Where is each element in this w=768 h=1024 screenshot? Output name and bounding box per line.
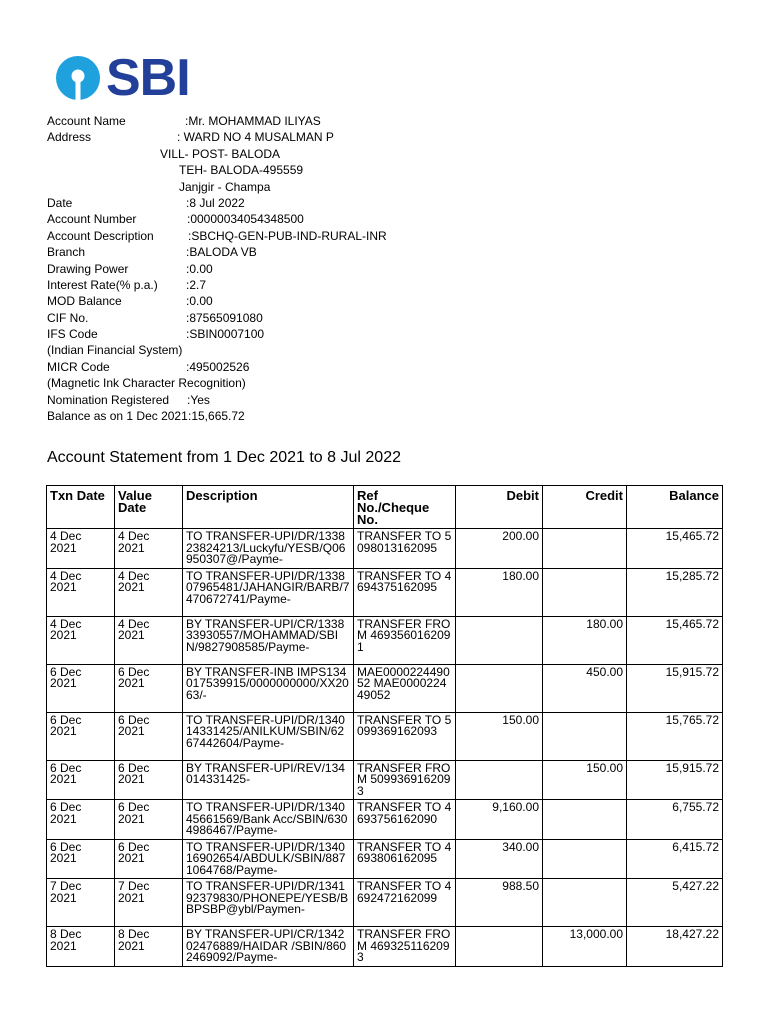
mod-balance-value: :0.00: [186, 294, 213, 309]
header-txn-date: Txn Date: [47, 486, 115, 529]
address-line-4: Janjgir - Champa: [179, 179, 271, 194]
ifs-code-label: IFS Code: [47, 327, 98, 342]
table-row: [47, 800, 723, 840]
cell-txn-date: 4 Dec 2021: [47, 568, 115, 616]
cell-description: BY TRANSFER-UPI/REV/134014331425-: [183, 760, 354, 800]
cell-debit: 988.50: [456, 879, 543, 927]
cell-value-date: 6 Dec 2021: [115, 664, 183, 712]
cell-value-date: 4 Dec 2021: [115, 568, 183, 616]
drawing-power-value: :0.00: [186, 261, 213, 276]
header-credit: Credit: [543, 486, 627, 529]
cell-ref: TRANSFER FROM 5099369162093: [354, 760, 456, 800]
cell-debit: 340.00: [456, 839, 543, 879]
cell-ref: TRANSFER TO 4692472162099: [354, 879, 456, 927]
address-line-2: VILL- POST- BALODA: [160, 146, 281, 161]
account-name-label: Account Name: [47, 114, 126, 128]
cell-ref: TRANSFER TO 4693756162090: [354, 800, 456, 840]
table-row: [47, 760, 723, 800]
opening-balance-label: Balance as on 1 Dec 2021: [47, 409, 188, 424]
cell-txn-date: 6 Dec 2021: [47, 712, 115, 760]
cell-value-date: 7 Dec 2021: [115, 879, 183, 927]
cif-label: CIF No.: [47, 310, 89, 325]
sbi-logo: [54, 49, 190, 107]
date-label: Date: [47, 195, 73, 210]
cell-balance: 5,427.22: [627, 879, 723, 927]
cell-description: TO TRANSFER-UPI/DR/134192379830/PHONEPE/YESB/BBPSBP@ybl/Paymen-: [183, 879, 354, 927]
header-value-date: Value Date: [115, 486, 183, 529]
sbi-keyhole-icon: [54, 54, 102, 102]
cell-balance: 15,465.72: [627, 616, 723, 664]
header-debit: Debit: [456, 486, 543, 529]
cell-credit: [543, 839, 627, 879]
table-row: [47, 664, 723, 712]
cell-description: TO TRANSFER-UPI/DR/134014331425/ANILKUM/SBIN/6267442604/Payme-: [183, 712, 354, 760]
address-label: Address: [47, 130, 92, 145]
interest-rate-value: :2.7: [186, 277, 207, 292]
table-row: [47, 712, 723, 760]
cell-balance: 15,765.72: [627, 712, 723, 760]
cell-ref: TRANSFER TO 5098013162095: [354, 529, 456, 569]
logo-text: SBI: [106, 49, 190, 107]
cell-debit: [456, 760, 543, 800]
table-row: [47, 839, 723, 879]
cell-balance: 15,915.72: [627, 664, 723, 712]
cell-debit: 9,160.00: [456, 800, 543, 840]
cif-value: :87565091080: [186, 310, 263, 325]
cell-ref: TRANSFER TO 4693806162095: [354, 839, 456, 879]
cell-credit: 150.00: [543, 760, 627, 800]
cell-debit: 180.00: [456, 568, 543, 616]
micr-note: (Magnetic Ink Character Recognition): [47, 376, 246, 391]
cell-ref: TRANSFER TO 5099369162093: [354, 712, 456, 760]
cell-debit: [456, 664, 543, 712]
cell-debit: [456, 616, 543, 664]
cell-balance: 15,285.72: [627, 568, 723, 616]
mod-balance-label: MOD Balance: [47, 294, 122, 309]
table-header-row: [47, 486, 723, 529]
cell-description: TO TRANSFER-UPI/DR/134016902654/ABDULK/SBIN/8871064768/Payme-: [183, 839, 354, 879]
address-line-1: : WARD NO 4 MUSALMAN P: [177, 130, 334, 145]
ifs-note: (Indian Financial System): [47, 343, 183, 358]
cell-txn-date: 4 Dec 2021: [47, 616, 115, 664]
table-row: [47, 927, 723, 967]
header-description: Description: [183, 486, 354, 529]
cell-debit: 150.00: [456, 712, 543, 760]
branch-label: Branch: [47, 245, 86, 260]
cell-txn-date: 8 Dec 2021: [47, 927, 115, 967]
cell-balance: 6,755.72: [627, 800, 723, 840]
cell-txn-date: 6 Dec 2021: [47, 760, 115, 800]
table-row: [47, 616, 723, 664]
cell-balance: 6,415.72: [627, 839, 723, 879]
account-name-value: :Mr. MOHAMMAD ILIYAS: [185, 114, 321, 128]
cell-credit: [543, 712, 627, 760]
branch-value: :BALODA VB: [186, 245, 257, 260]
cell-description: TO TRANSFER-UPI/DR/133823824213/Luckyfu/YESB/Q06950307@/Payme-: [183, 529, 354, 569]
cell-txn-date: 7 Dec 2021: [47, 879, 115, 927]
cell-value-date: 4 Dec 2021: [115, 616, 183, 664]
interest-rate-label: Interest Rate(% p.a.): [47, 277, 158, 292]
table-row: [47, 879, 723, 927]
table-row: [47, 568, 723, 616]
statement-heading: Account Statement from 1 Dec 2021 to 8 Jul 2022: [47, 449, 401, 466]
cell-description: BY TRANSFER-UPI/CR/134202476889/HAIDAR /SBIN/8602469092/Payme-: [183, 927, 354, 967]
micr-code-label: MICR Code: [47, 359, 110, 374]
cell-description: BY TRANSFER-INB IMPS134017539915/0000000000/XX2063/-: [183, 664, 354, 712]
cell-balance: 18,427.22: [627, 927, 723, 967]
account-number-label: Account Number: [47, 212, 137, 227]
cell-ref: TRANSFER FROM 4693560162091: [354, 616, 456, 664]
cell-credit: 13,000.00: [543, 927, 627, 967]
cell-value-date: 4 Dec 2021: [115, 529, 183, 569]
cell-balance: 15,465.72: [627, 529, 723, 569]
cell-credit: [543, 568, 627, 616]
header-ref: Ref No./Cheque No.: [354, 486, 456, 529]
cell-value-date: 6 Dec 2021: [115, 800, 183, 840]
account-number-value: :00000034054348500: [187, 212, 304, 227]
cell-value-date: 8 Dec 2021: [115, 927, 183, 967]
cell-ref: TRANSFER TO 4694375162095: [354, 568, 456, 616]
cell-value-date: 6 Dec 2021: [115, 839, 183, 879]
cell-ref: TRANSFER FROM 4693251162093: [354, 927, 456, 967]
header-balance: Balance: [627, 486, 723, 529]
account-description-label: Account Description: [47, 228, 154, 243]
cell-txn-date: 6 Dec 2021: [47, 839, 115, 879]
table-row: [47, 529, 723, 569]
cell-debit: [456, 927, 543, 967]
cell-credit: 180.00: [543, 616, 627, 664]
cell-credit: 450.00: [543, 664, 627, 712]
ifs-code-value: :SBIN0007100: [186, 327, 265, 342]
cell-debit: 200.00: [456, 529, 543, 569]
cell-credit: [543, 800, 627, 840]
cell-txn-date: 6 Dec 2021: [47, 800, 115, 840]
address-line-3: TEH- BALODA-495559: [179, 163, 304, 178]
nomination-label: Nomination Registered: [47, 392, 170, 407]
account-description-value: :SBCHQ-GEN-PUB-IND-RURAL-INR: [188, 228, 387, 243]
date-value: :8 Jul 2022: [186, 195, 245, 210]
cell-credit: [543, 529, 627, 569]
drawing-power-label: Drawing Power: [47, 261, 129, 276]
nomination-value: :Yes: [187, 392, 210, 407]
opening-balance-value: :15,665.72: [188, 409, 245, 424]
cell-description: TO TRANSFER-UPI/DR/133807965481/JAHANGIR/BARB/7470672741/Payme-: [183, 568, 354, 616]
micr-code-value: :495002526: [186, 359, 250, 374]
cell-value-date: 6 Dec 2021: [115, 760, 183, 800]
cell-ref: MAE000022449052 MAE000022449052: [354, 664, 456, 712]
cell-description: BY TRANSFER-UPI/CR/133833930557/MOHAMMAD/SBIN/9827908585/Payme-: [183, 616, 354, 664]
cell-credit: [543, 879, 627, 927]
transactions-table: [46, 485, 723, 967]
cell-balance: 15,915.72: [627, 760, 723, 800]
cell-description: TO TRANSFER-UPI/DR/134045661569/Bank Acc/SBIN/6304986467/Payme-: [183, 800, 354, 840]
cell-value-date: 6 Dec 2021: [115, 712, 183, 760]
cell-txn-date: 6 Dec 2021: [47, 664, 115, 712]
cell-txn-date: 4 Dec 2021: [47, 529, 115, 569]
